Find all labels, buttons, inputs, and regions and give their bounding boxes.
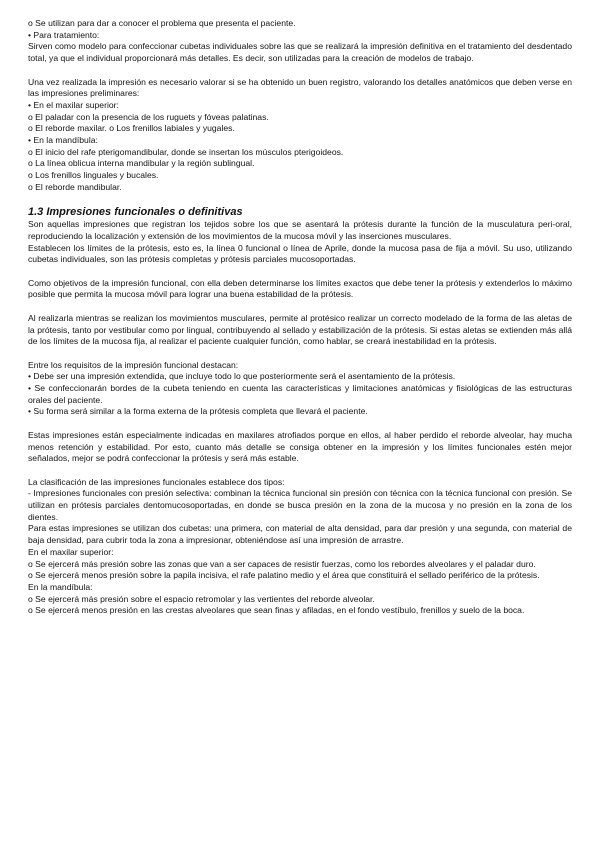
text-line: • Para tratamiento:	[28, 29, 100, 40]
paragraph: Una vez realizada la impresión es necesario valorar si se ha obtenido un buen registro, valorando los detalles anatómicos que deben verse en las impresiones preliminares:	[28, 76, 572, 99]
paragraph: Son aquellas impresiones que registran los tejidos sobre los que se asentará la prótesis durante la función de la musculatura peri-oral, reproduciendo la localización y extensión de los movimientos de la mucosa móvil y las inserciones musculares.	[28, 219, 572, 241]
list-item: • Se confeccionarán bordes de la cubeta teniendo en cuenta las características y limitaciones anatómicas y fisiológicas de las estructuras orales del paciente.	[28, 383, 572, 405]
subheading: En la mandíbula:	[28, 581, 93, 592]
list-item: o Se ejercerá menos presión en las crestas alveolares que sean finas y afiladas, en el fondo vestíbulo, frenillos y suelo de la boca.	[28, 605, 525, 616]
list-item: o Se ejercerá menos presión sobre la papila incisiva, el rafe palatino medio y el área que constituirá el sellado periférico de la prótesis.	[28, 570, 540, 581]
list-item: o Se ejercerá más presión sobre el espacio retromolar y las vertientes del reborde alveolar.	[28, 593, 375, 604]
list-item: - Impresiones funcionales con presión selectiva: combinan la técnica funcional sin presión con técnica con la técnica funcional con presión. Se utilizan en prótesis parciales dentomucosoportadas, en donde se busca presión en la zona de la mucosa y no presión en la zona de los dientes.	[28, 488, 572, 522]
text-line: o Se utilizan para dar a conocer el problema que presenta el paciente.	[28, 18, 296, 28]
list-item: • En el maxilar superior:	[28, 99, 119, 110]
paragraph: Establecen los límites de la prótesis, esto es, la línea 0 funcional o línea de Aprile, donde la mucosa pasa de fija a móvil. Su uso, utilizando cubetas individuales, son las prótesis completas y prótesis parciales mucosoportadas.	[28, 242, 572, 265]
subheading: En el maxilar superior:	[28, 546, 114, 557]
list-item: o El inicio del rafe pterigomandibular, donde se insertan los músculos pterigoideos.	[28, 146, 344, 157]
list-item: o El reborde maxilar. o Los frenillos labiales y yugales.	[28, 123, 235, 134]
paragraph: Como objetivos de la impresión funcional, con ella deben determinarse los límites exactos que debe tener la prótesis y extenderlos lo máximo posible que permita la mucosa móvil para lograr una buena estabilidad de la prótesis.	[28, 277, 572, 300]
section-heading: 1.3 Impresiones funcionales o definitivas	[28, 206, 243, 219]
list-item: o El reborde mandibular.	[28, 181, 122, 192]
paragraph: Sirven como modelo para confeccionar cubetas individuales sobre las que se realizará la impresión definitiva en el tratamiento del desdentado total, ya que el individual proporcionará más detalles. Es decir, son utilizadas para la creación de modelos de trabajo.	[28, 41, 572, 64]
paragraph: La clasificación de las impresiones funcionales establece dos tipos:	[28, 476, 285, 487]
list-item: • En la mandíbula:	[28, 135, 98, 146]
paragraph: Estas impresiones están especialmente indicadas en maxilares atrofiados porque en ellos, al haber perdido el reborde alveolar, hay mucha menos retención y estabilidad. Por esto, cuanto más detalle se consiga obtener en la impresión y los límites funcionales estén mejor señalados, mejor se podrá confeccionar la prótesis y será más estable.	[28, 429, 572, 464]
paragraph: Para estas impresiones se utilizan dos cubetas: una primera, con material de alta densidad, para dar presión y una segunda, con material de baja densidad, para cubrir toda la zona a impresionar, obteniéndose así una impresión de arrastre.	[28, 523, 572, 546]
paragraph: Entre los requisitos de la impresión funcional destacan:	[28, 359, 239, 370]
list-item: • Debe ser una impresión extendida, que incluye todo lo que posteriormente será el asentamiento de la prótesis.	[28, 371, 456, 382]
list-item: o Los frenillos linguales y bucales.	[28, 170, 159, 181]
paragraph: Al realizarla mientras se realizan los movimientos musculares, permite al protésico realizar un correcto modelado de la forma de las aletas de la prótesis, tanto por vestibular como por lingual, contribuyendo al sellado y estabilización de la prótesis. Si estas aletas se extienden más allá de los límites de la mucosa fija, al realizar el paciente cualquier función, como hablar, se creará inestabilidad en la prótesis.	[28, 312, 572, 347]
list-item: o Se ejercerá más presión sobre las zonas que van a ser capaces de resistir fuerzas, como los rebordes alveolares y el paladar duro.	[28, 558, 536, 569]
list-item: o La línea oblicua interna mandibular y la región sublingual.	[28, 158, 255, 169]
list-item: • Su forma será similar a la forma externa de la prótesis completa que llevará el paciente.	[28, 406, 368, 417]
list-item: o El paladar con la presencia de los ruguets y fóveas palatinas.	[28, 111, 269, 122]
